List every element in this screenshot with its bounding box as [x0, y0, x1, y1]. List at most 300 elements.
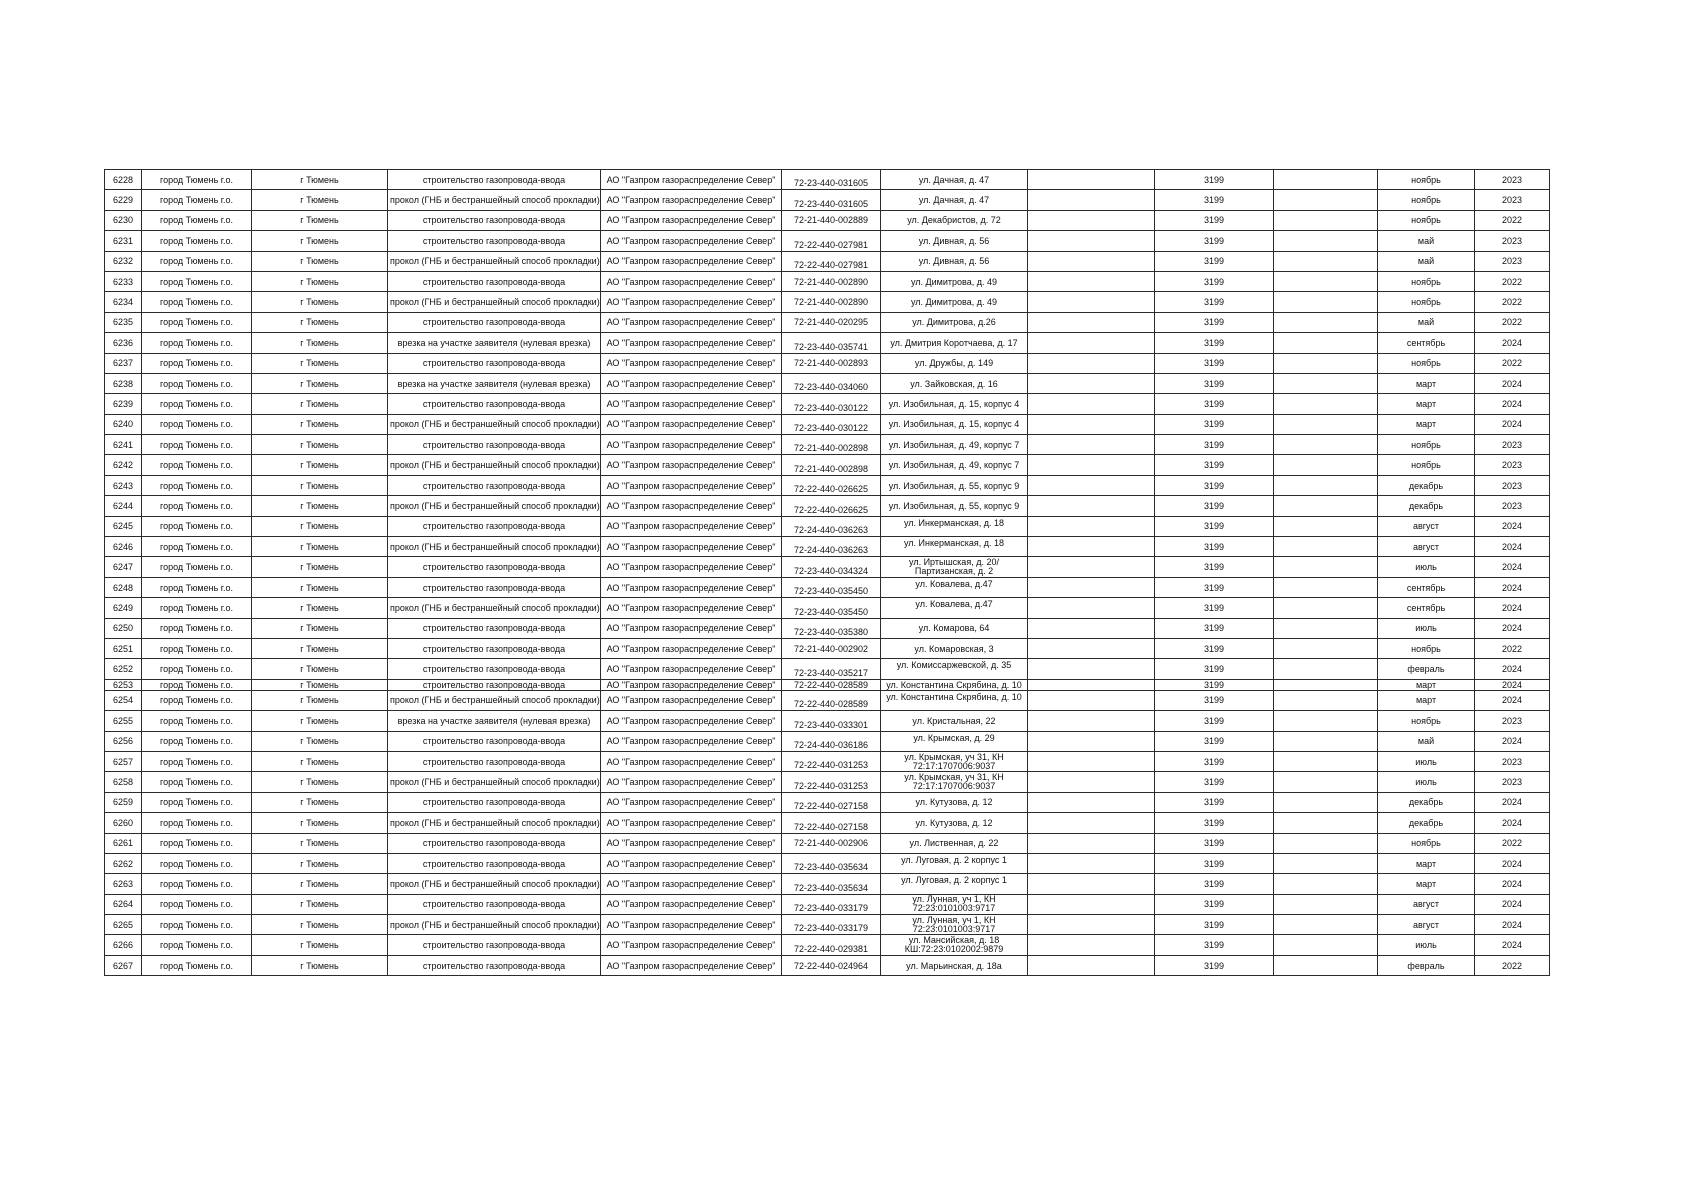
- cell-code: 72-23-440-034324: [782, 557, 881, 577]
- cell-year: 2022: [1475, 955, 1550, 975]
- cell-code: 72-23-440-035450: [782, 577, 881, 597]
- cell-work-type: прокол (ГНБ и бестраншейный способ прокладки): [388, 414, 601, 434]
- cell-locality: г Тюмень: [252, 731, 388, 751]
- cell-locality: г Тюмень: [252, 955, 388, 975]
- cell-month: ноябрь: [1378, 271, 1475, 291]
- cell-empty: [1274, 333, 1378, 353]
- cell-work-type: строительство газопровода-ввода: [388, 679, 601, 690]
- cell-address: ул. Изобильная, д. 15, корпус 4: [881, 394, 1028, 414]
- cell-work-type: строительство газопровода-ввода: [388, 731, 601, 751]
- cell-address: ул. Марьинская, д. 18а: [881, 955, 1028, 975]
- cell-month: март: [1378, 394, 1475, 414]
- cell-month: август: [1378, 915, 1475, 935]
- cell-organization: АО "Газпром газораспределение Север": [601, 679, 782, 690]
- cell-code: 72-24-440-036186: [782, 731, 881, 751]
- cell-organization: АО "Газпром газораспределение Север": [601, 292, 782, 312]
- cell-row-number: 6254: [105, 690, 142, 710]
- cell-month: ноябрь: [1378, 353, 1475, 373]
- cell-amount: 3199: [1155, 373, 1274, 393]
- table-row: [105, 731, 1550, 751]
- table-row: [105, 210, 1550, 230]
- cell-empty: [1028, 557, 1155, 577]
- cell-month: июль: [1378, 618, 1475, 638]
- cell-row-number: 6228: [105, 170, 142, 190]
- cell-empty: [1274, 853, 1378, 873]
- cell-work-type: строительство газопровода-ввода: [388, 170, 601, 190]
- cell-empty: [1274, 455, 1378, 475]
- cell-district: город Тюмень г.о.: [142, 455, 252, 475]
- cell-month: август: [1378, 894, 1475, 914]
- cell-work-type: строительство газопровода-ввода: [388, 792, 601, 812]
- cell-organization: АО "Газпром газораспределение Север": [601, 915, 782, 935]
- cell-organization: АО "Газпром газораспределение Север": [601, 751, 782, 771]
- cell-row-number: 6239: [105, 394, 142, 414]
- cell-organization: АО "Газпром газораспределение Север": [601, 618, 782, 638]
- cell-empty: [1028, 271, 1155, 291]
- cell-empty: [1274, 231, 1378, 251]
- cell-address: ул. Мансийская, д. 18 КШ:72:23:0102002:9879: [881, 935, 1028, 955]
- cell-work-type: врезка на участке заявителя (нулевая врезка): [388, 333, 601, 353]
- cell-address: ул. Изобильная, д. 55, корпус 9: [881, 475, 1028, 495]
- cell-organization: АО "Газпром газораспределение Север": [601, 813, 782, 833]
- cell-amount: 3199: [1155, 751, 1274, 771]
- cell-work-type: строительство газопровода-ввода: [388, 659, 601, 679]
- cell-empty: [1028, 455, 1155, 475]
- cell-empty: [1274, 537, 1378, 557]
- cell-year: 2024: [1475, 679, 1550, 690]
- cell-district: город Тюмень г.о.: [142, 813, 252, 833]
- cell-empty: [1028, 833, 1155, 853]
- cell-district: город Тюмень г.о.: [142, 557, 252, 577]
- table-row: [105, 618, 1550, 638]
- table-row: [105, 292, 1550, 312]
- cell-month: март: [1378, 874, 1475, 894]
- table-row: [105, 353, 1550, 373]
- cell-empty: [1028, 292, 1155, 312]
- cell-organization: АО "Газпром газораспределение Север": [601, 271, 782, 291]
- cell-work-type: прокол (ГНБ и бестраншейный способ прокладки): [388, 915, 601, 935]
- cell-locality: г Тюмень: [252, 577, 388, 597]
- cell-code: 72-21-440-002898: [782, 455, 881, 475]
- cell-year: 2024: [1475, 414, 1550, 434]
- cell-locality: г Тюмень: [252, 711, 388, 731]
- cell-district: город Тюмень г.о.: [142, 170, 252, 190]
- cell-code: 72-21-440-002890: [782, 271, 881, 291]
- cell-row-number: 6260: [105, 813, 142, 833]
- cell-empty: [1274, 373, 1378, 393]
- cell-empty: [1274, 792, 1378, 812]
- cell-locality: г Тюмень: [252, 813, 388, 833]
- cell-empty: [1028, 353, 1155, 373]
- table-row: [105, 251, 1550, 271]
- cell-row-number: 6267: [105, 955, 142, 975]
- cell-amount: 3199: [1155, 190, 1274, 210]
- cell-district: город Тюмень г.о.: [142, 915, 252, 935]
- cell-amount: 3199: [1155, 557, 1274, 577]
- cell-address: ул. Луговая, д. 2 корпус 1: [881, 874, 1028, 894]
- cell-code: 72-23-440-033179: [782, 915, 881, 935]
- cell-locality: г Тюмень: [252, 496, 388, 516]
- cell-code: 72-21-440-002898: [782, 435, 881, 455]
- cell-row-number: 6252: [105, 659, 142, 679]
- cell-district: город Тюмень г.о.: [142, 874, 252, 894]
- cell-work-type: прокол (ГНБ и бестраншейный способ прокладки): [388, 690, 601, 710]
- cell-organization: АО "Газпром газораспределение Север": [601, 894, 782, 914]
- cell-work-type: строительство газопровода-ввода: [388, 475, 601, 495]
- cell-empty: [1274, 170, 1378, 190]
- table-row: [105, 874, 1550, 894]
- cell-empty: [1028, 598, 1155, 618]
- cell-organization: АО "Газпром газораспределение Север": [601, 496, 782, 516]
- cell-row-number: 6236: [105, 333, 142, 353]
- cell-empty: [1028, 915, 1155, 935]
- cell-amount: 3199: [1155, 353, 1274, 373]
- cell-district: город Тюмень г.о.: [142, 190, 252, 210]
- cell-work-type: строительство газопровода-ввода: [388, 894, 601, 914]
- cell-address: ул. Крымская, уч 31, КН 72:17:1707006:9037: [881, 751, 1028, 771]
- cell-amount: 3199: [1155, 618, 1274, 638]
- table-row: [105, 711, 1550, 731]
- table-row: [105, 231, 1550, 251]
- cell-work-type: строительство газопровода-ввода: [388, 435, 601, 455]
- cell-year: 2024: [1475, 731, 1550, 751]
- cell-code: 72-22-440-026625: [782, 475, 881, 495]
- cell-address: ул. Дивная, д. 56: [881, 251, 1028, 271]
- cell-locality: г Тюмень: [252, 353, 388, 373]
- cell-organization: АО "Газпром газораспределение Север": [601, 190, 782, 210]
- cell-amount: 3199: [1155, 210, 1274, 230]
- table-row: [105, 455, 1550, 475]
- cell-month: июль: [1378, 772, 1475, 792]
- cell-work-type: строительство газопровода-ввода: [388, 516, 601, 536]
- table-row: [105, 690, 1550, 710]
- cell-code: 72-22-440-027158: [782, 792, 881, 812]
- cell-organization: АО "Газпром газораспределение Север": [601, 373, 782, 393]
- cell-locality: г Тюмень: [252, 516, 388, 536]
- cell-locality: г Тюмень: [252, 435, 388, 455]
- cell-district: город Тюмень г.о.: [142, 537, 252, 557]
- cell-code: 72-24-440-036263: [782, 516, 881, 536]
- cell-year: 2024: [1475, 333, 1550, 353]
- cell-locality: г Тюмень: [252, 557, 388, 577]
- cell-year: 2024: [1475, 557, 1550, 577]
- cell-code: 72-22-440-024964: [782, 955, 881, 975]
- cell-address: ул. Изобильная, д. 49, корпус 7: [881, 435, 1028, 455]
- cell-address: ул. Дивная, д. 56: [881, 231, 1028, 251]
- cell-empty: [1028, 251, 1155, 271]
- cell-empty: [1028, 731, 1155, 751]
- cell-code: 72-23-440-033179: [782, 894, 881, 914]
- cell-amount: 3199: [1155, 394, 1274, 414]
- cell-month: май: [1378, 731, 1475, 751]
- cell-work-type: прокол (ГНБ и бестраншейный способ прокладки): [388, 598, 601, 618]
- cell-month: ноябрь: [1378, 435, 1475, 455]
- cell-empty: [1274, 690, 1378, 710]
- cell-empty: [1028, 638, 1155, 658]
- cell-row-number: 6264: [105, 894, 142, 914]
- cell-work-type: прокол (ГНБ и бестраншейный способ прокладки): [388, 813, 601, 833]
- cell-organization: АО "Газпром газораспределение Север": [601, 874, 782, 894]
- cell-code: 72-24-440-036263: [782, 537, 881, 557]
- cell-address: ул. Лунная, уч 1, КН 72:23:0101003:9717: [881, 894, 1028, 914]
- cell-row-number: 6245: [105, 516, 142, 536]
- cell-locality: г Тюмень: [252, 618, 388, 638]
- cell-amount: 3199: [1155, 731, 1274, 751]
- cell-code: 72-23-440-035634: [782, 853, 881, 873]
- cell-month: ноябрь: [1378, 210, 1475, 230]
- cell-work-type: строительство газопровода-ввода: [388, 394, 601, 414]
- cell-year: 2024: [1475, 618, 1550, 638]
- cell-year: 2022: [1475, 833, 1550, 853]
- cell-district: город Тюмень г.о.: [142, 353, 252, 373]
- cell-row-number: 6229: [105, 190, 142, 210]
- cell-month: июль: [1378, 557, 1475, 577]
- cell-empty: [1274, 394, 1378, 414]
- cell-amount: 3199: [1155, 874, 1274, 894]
- cell-address: ул. Крымская, уч 31, КН 72:17:1707006:9037: [881, 772, 1028, 792]
- cell-address: ул. Ковалева, д.47: [881, 598, 1028, 618]
- cell-month: ноябрь: [1378, 170, 1475, 190]
- cell-organization: АО "Газпром газораспределение Север": [601, 537, 782, 557]
- cell-district: город Тюмень г.о.: [142, 333, 252, 353]
- cell-organization: АО "Газпром газораспределение Север": [601, 577, 782, 597]
- cell-organization: АО "Газпром газораспределение Север": [601, 210, 782, 230]
- cell-row-number: 6237: [105, 353, 142, 373]
- cell-month: август: [1378, 516, 1475, 536]
- cell-code: 72-22-440-027981: [782, 251, 881, 271]
- cell-work-type: строительство газопровода-ввода: [388, 210, 601, 230]
- cell-organization: АО "Газпром газораспределение Север": [601, 170, 782, 190]
- cell-work-type: врезка на участке заявителя (нулевая врезка): [388, 711, 601, 731]
- cell-row-number: 6262: [105, 853, 142, 873]
- cell-row-number: 6232: [105, 251, 142, 271]
- cell-work-type: прокол (ГНБ и бестраншейный способ прокладки): [388, 772, 601, 792]
- cell-row-number: 6247: [105, 557, 142, 577]
- cell-row-number: 6250: [105, 618, 142, 638]
- cell-empty: [1028, 190, 1155, 210]
- cell-organization: АО "Газпром газораспределение Север": [601, 935, 782, 955]
- cell-organization: АО "Газпром газораспределение Север": [601, 955, 782, 975]
- cell-locality: г Тюмень: [252, 638, 388, 658]
- table-row: [105, 853, 1550, 873]
- table-row: [105, 955, 1550, 975]
- cell-organization: АО "Газпром газораспределение Север": [601, 833, 782, 853]
- cell-organization: АО "Газпром газораспределение Север": [601, 312, 782, 332]
- table-row: [105, 792, 1550, 812]
- cell-locality: г Тюмень: [252, 598, 388, 618]
- cell-empty: [1274, 874, 1378, 894]
- cell-amount: 3199: [1155, 659, 1274, 679]
- cell-empty: [1274, 935, 1378, 955]
- cell-code: 72-23-440-035634: [782, 874, 881, 894]
- cell-code: 72-21-440-020295: [782, 312, 881, 332]
- cell-organization: АО "Газпром газораспределение Север": [601, 853, 782, 873]
- cell-address: ул. Лунная, уч 1, КН 72:23:0101003:9717: [881, 915, 1028, 935]
- cell-organization: АО "Газпром газораспределение Север": [601, 792, 782, 812]
- cell-locality: г Тюмень: [252, 853, 388, 873]
- cell-empty: [1028, 170, 1155, 190]
- table-row: [105, 679, 1550, 690]
- cell-amount: 3199: [1155, 598, 1274, 618]
- cell-code: 72-21-440-002890: [782, 292, 881, 312]
- cell-empty: [1028, 312, 1155, 332]
- cell-organization: АО "Газпром газораспределение Север": [601, 394, 782, 414]
- cell-work-type: строительство газопровода-ввода: [388, 271, 601, 291]
- cell-locality: г Тюмень: [252, 414, 388, 434]
- cell-work-type: строительство газопровода-ввода: [388, 618, 601, 638]
- cell-district: город Тюмень г.о.: [142, 435, 252, 455]
- cell-organization: АО "Газпром газораспределение Север": [601, 516, 782, 536]
- cell-empty: [1274, 955, 1378, 975]
- cell-district: город Тюмень г.о.: [142, 496, 252, 516]
- table-row: [105, 935, 1550, 955]
- cell-district: город Тюмень г.о.: [142, 210, 252, 230]
- cell-district: город Тюмень г.о.: [142, 598, 252, 618]
- cell-month: май: [1378, 231, 1475, 251]
- cell-district: город Тюмень г.о.: [142, 955, 252, 975]
- cell-empty: [1274, 577, 1378, 597]
- cell-year: 2024: [1475, 577, 1550, 597]
- cell-empty: [1274, 731, 1378, 751]
- cell-year: 2024: [1475, 598, 1550, 618]
- cell-code: 72-23-440-035450: [782, 598, 881, 618]
- cell-organization: АО "Газпром газораспределение Север": [601, 455, 782, 475]
- cell-year: 2023: [1475, 772, 1550, 792]
- cell-district: город Тюмень г.о.: [142, 711, 252, 731]
- cell-row-number: 6246: [105, 537, 142, 557]
- cell-year: 2022: [1475, 292, 1550, 312]
- cell-district: город Тюмень г.о.: [142, 679, 252, 690]
- cell-amount: 3199: [1155, 496, 1274, 516]
- cell-organization: АО "Газпром газораспределение Север": [601, 772, 782, 792]
- cell-month: декабрь: [1378, 813, 1475, 833]
- cell-work-type: врезка на участке заявителя (нулевая врезка): [388, 373, 601, 393]
- cell-work-type: прокол (ГНБ и бестраншейный способ прокладки): [388, 251, 601, 271]
- cell-organization: АО "Газпром газораспределение Север": [601, 711, 782, 731]
- cell-amount: 3199: [1155, 679, 1274, 690]
- cell-district: город Тюмень г.о.: [142, 894, 252, 914]
- cell-address: ул. Дачная, д. 47: [881, 170, 1028, 190]
- cell-work-type: прокол (ГНБ и бестраншейный способ прокладки): [388, 874, 601, 894]
- cell-organization: АО "Газпром газораспределение Север": [601, 435, 782, 455]
- cell-organization: АО "Газпром газораспределение Север": [601, 231, 782, 251]
- cell-amount: 3199: [1155, 537, 1274, 557]
- cell-amount: 3199: [1155, 853, 1274, 873]
- cell-year: 2024: [1475, 894, 1550, 914]
- cell-month: март: [1378, 373, 1475, 393]
- cell-district: город Тюмень г.о.: [142, 731, 252, 751]
- cell-locality: г Тюмень: [252, 915, 388, 935]
- cell-month: март: [1378, 679, 1475, 690]
- cell-row-number: 6255: [105, 711, 142, 731]
- cell-empty: [1274, 516, 1378, 536]
- cell-year: 2024: [1475, 915, 1550, 935]
- cell-code: 72-21-440-002906: [782, 833, 881, 853]
- cell-amount: 3199: [1155, 690, 1274, 710]
- cell-organization: АО "Газпром газораспределение Север": [601, 557, 782, 577]
- cell-empty: [1274, 679, 1378, 690]
- cell-row-number: 6238: [105, 373, 142, 393]
- cell-work-type: прокол (ГНБ и бестраншейный способ прокладки): [388, 190, 601, 210]
- cell-district: город Тюмень г.о.: [142, 414, 252, 434]
- cell-district: город Тюмень г.о.: [142, 853, 252, 873]
- cell-empty: [1028, 894, 1155, 914]
- cell-year: 2024: [1475, 516, 1550, 536]
- cell-amount: 3199: [1155, 271, 1274, 291]
- cell-organization: АО "Газпром газораспределение Север": [601, 731, 782, 751]
- cell-empty: [1274, 772, 1378, 792]
- cell-locality: г Тюмень: [252, 170, 388, 190]
- cell-row-number: 6235: [105, 312, 142, 332]
- cell-code: 72-23-440-035380: [782, 618, 881, 638]
- cell-empty: [1028, 751, 1155, 771]
- cell-year: 2024: [1475, 792, 1550, 812]
- cell-locality: г Тюмень: [252, 874, 388, 894]
- cell-locality: г Тюмень: [252, 231, 388, 251]
- cell-year: 2024: [1475, 537, 1550, 557]
- cell-address: ул. Инкерманская, д. 18: [881, 537, 1028, 557]
- cell-year: 2024: [1475, 935, 1550, 955]
- cell-address: ул. Изобильная, д. 49, корпус 7: [881, 455, 1028, 475]
- cell-year: 2024: [1475, 373, 1550, 393]
- cell-month: ноябрь: [1378, 292, 1475, 312]
- cell-locality: г Тюмень: [252, 312, 388, 332]
- cell-month: ноябрь: [1378, 455, 1475, 475]
- cell-month: ноябрь: [1378, 833, 1475, 853]
- cell-work-type: прокол (ГНБ и бестраншейный способ прокладки): [388, 455, 601, 475]
- cell-row-number: 6257: [105, 751, 142, 771]
- cell-empty: [1274, 475, 1378, 495]
- table-row: [105, 751, 1550, 771]
- cell-month: сентябрь: [1378, 598, 1475, 618]
- cell-address: ул. Дмитрия Коротчаева, д. 17: [881, 333, 1028, 353]
- cell-code: 72-23-440-035217: [782, 659, 881, 679]
- cell-month: ноябрь: [1378, 190, 1475, 210]
- table-row: [105, 577, 1550, 597]
- cell-amount: 3199: [1155, 333, 1274, 353]
- cell-year: 2024: [1475, 690, 1550, 710]
- cell-row-number: 6234: [105, 292, 142, 312]
- cell-empty: [1028, 394, 1155, 414]
- cell-district: город Тюмень г.о.: [142, 312, 252, 332]
- cell-empty: [1028, 792, 1155, 812]
- cell-year: 2022: [1475, 353, 1550, 373]
- cell-code: 72-23-440-031605: [782, 190, 881, 210]
- cell-code: 72-22-440-027981: [782, 231, 881, 251]
- cell-row-number: 6265: [105, 915, 142, 935]
- cell-month: август: [1378, 537, 1475, 557]
- cell-month: ноябрь: [1378, 711, 1475, 731]
- cell-empty: [1274, 312, 1378, 332]
- cell-district: город Тюмень г.о.: [142, 935, 252, 955]
- cell-month: февраль: [1378, 659, 1475, 679]
- cell-address: ул. Димитрова, д. 49: [881, 271, 1028, 291]
- cell-empty: [1274, 598, 1378, 618]
- cell-organization: АО "Газпром газораспределение Север": [601, 638, 782, 658]
- cell-empty: [1028, 711, 1155, 731]
- cell-row-number: 6244: [105, 496, 142, 516]
- cell-empty: [1274, 210, 1378, 230]
- cell-district: город Тюмень г.о.: [142, 772, 252, 792]
- cell-district: город Тюмень г.о.: [142, 751, 252, 771]
- cell-locality: г Тюмень: [252, 537, 388, 557]
- cell-year: 2023: [1475, 751, 1550, 771]
- cell-empty: [1028, 414, 1155, 434]
- cell-code: 72-21-440-002902: [782, 638, 881, 658]
- cell-empty: [1028, 231, 1155, 251]
- cell-year: 2024: [1475, 813, 1550, 833]
- cell-year: 2022: [1475, 638, 1550, 658]
